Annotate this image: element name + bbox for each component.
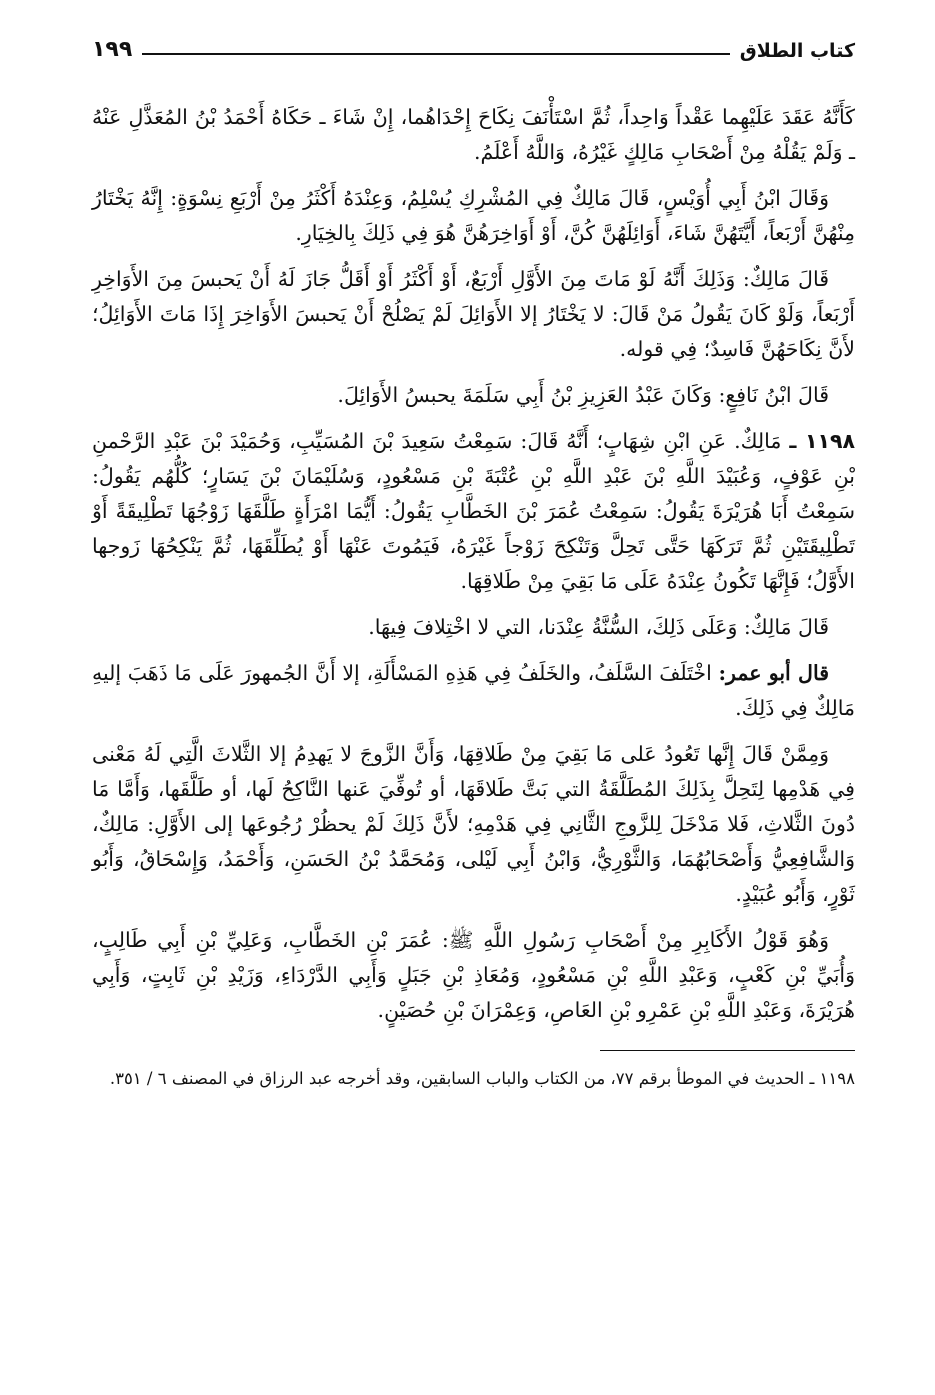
hadith-number: ١١٩٨ ـ — [789, 429, 855, 453]
running-header — [92, 28, 855, 62]
commentator-label: قال أبو عمر: — [718, 661, 829, 685]
paragraph-7 — [92, 656, 855, 726]
commentary-text: اخْتَلَفَ السَّلَفُ، والخَلَفُ فِي هَذِهِ المَسْأَلَةِ، إلا أَنَّ الجُمهورَ عَلَى مَا ذَهَبَ إليهِ مَالِكٌ فِي ذَلِكَ. — [92, 661, 855, 720]
main-text — [92, 100, 855, 1028]
chapter-title: كتاب الطلاق — [739, 40, 855, 62]
footnote-rule — [600, 1050, 855, 1051]
page-number: ١٩٩ — [92, 37, 133, 62]
paragraph-2: وَقَالَ ابْنُ أَبِي أُوَيْسٍ، قَالَ مَالِكٌ فِي المُشْرِكِ يُسْلِمُ، وَعِنْدَهُ أَكْثَرُ مِنْ أَرْبَعِ نِسْوَةٍ: إِنَّهُ يَخْتَارُ مِنْهُنَّ أَرْبَعاً، أَيَّتَهُنَّ شَاءَ، أَوَائِلَهُنَّ كُنَّ، أَوْ أَوَاخِرَهُنَّ هُوَ فِي ذَلِكَ بِالخِيَارِ. — [92, 186, 855, 245]
hadith-text: مَالِكٌ. عَنِ ابْنِ شِهَابٍ؛ أَنَّهُ قَالَ: سَمِعْتُ سَعِيدَ بْنَ المُسَيِّبِ، وَحُمَيْدَ بْنَ عَبْدِ الرَّحْمنِ بْنِ عَوْفٍ، وَعُبَيْدَ اللَّهِ بْنَ عَبْدِ اللَّهِ بْنِ عُتْبَةَ بْنِ مَسْعُودٍ، وَسُلَيْمَانَ بْنَ يَسَارٍ؛ كُلُّهُم يَقُولُ: سَمِعْتُ أَبَا هُرَيْرَةَ يَقُولُ: سَمِعْتُ عُمَرَ بْنَ الخَطَّابِ يَقُولُ: أَيُّمَا امْرَأَةٍ طَلَّقَهَا زَوْجُهَا تَطْلِيقَةً أَوْ تَطْلِيقَتَيْنِ ثُمَّ تَرَكَهَا حَتَّى تَحِلَّ وَتَنْكِحَ زَوْجاً غَيْرَهُ، فَيَمُوتَ عَنْهَا أَوْ يُطَلِّقَهَا، ثُمَّ يَنْكِحُهَا زَوجها الأَوَّلُ؛ فَإِنَّهَا تَكُونُ عِنْدَهُ عَلَى مَا بَقِيَ مِنْ طَلاقِهَا. — [92, 429, 855, 593]
footnote: ١١٩٨ ـ الحديث في الموطأ برقم ٧٧، من الكتاب والباب السابقين، وقد أخرجه عبد الرزاق في المصنف ٦ / ٣٥١. — [109, 1069, 855, 1088]
hadith-1198 — [92, 424, 855, 599]
paragraph-6: قَالَ مَالِكٌ: وَعَلَى ذَلِكَ، السُّنَّةُ عِنْدَنا، التي لا اخْتِلافَ فِيهَا. — [368, 615, 829, 639]
header-rule — [142, 53, 729, 55]
paragraph-3: قَالَ مَالِكٌ: وَذَلِكَ أَنَّهُ لَوْ مَاتَ مِنَ الأَوَّلِ أَرْبَعٌ، أَوْ أَكْثَرُ أَوْ أَقَلُّ جَازَ لَهُ أَنْ يَحبسَ مِنَ الأَوَاخِرِ أَرْبَعاً، وَلَوْ كَانَ يَقُولُ مَنْ قَالَ: لا يَخْتَارُ إلا الأَوَائِلَ لَمْ يَصْلُحْ أَنْ يَحبسَ الأَوَاخِرَ إِذَا مَاتَ الأَوَائِلُ؛ لأَنَّ نِكَاحَهُنَّ فَاسِدٌ؛ فِي قوله. — [92, 267, 855, 361]
paragraph-9: وَهُوَ قَوْلُ الأَكَابِرِ مِنْ أَصْحَابِ رَسُولِ اللَّهِ ﷺ: عُمَرَ بْنِ الخَطَّابِ، وَعَلِيِّ بْنِ أَبِي طَالِبٍ، وَأُبَيِّ بْنِ كَعْبٍ، وَعَبْدِ اللَّهِ بْنِ مَسْعُودٍ، وَمُعَاذِ بْنِ جَبَلٍ وَأَبِي الدَّرْدَاءِ، وَزَيْدِ بْنِ ثَابِتٍ، وَأَبِي هُرَيْرَةَ، وَعَبْدِ اللَّهِ بْنِ عَمْرِو بْنِ العَاصِ، وَعِمْرَانَ بْنِ حُصَيْنٍ. — [92, 928, 855, 1022]
paragraph-4: قَالَ ابْنُ نَافِعٍ: وَكَانَ عَبْدُ العَزِيزِ بْنُ أَبِي سَلَمَةَ يحبسُ الأَوَائِلَ. — [337, 383, 829, 407]
paragraph-8: وَمِمَّنْ قَالَ إِنَّها تَعُودُ عَلى مَا بَقِيَ مِنْ طَلاقِهَا، وَأَنَّ الزَّوجَ لا يَهدِمُ إلا الثَّلاثَ الَّتِي لَهُ مَعْنى فِي هَدْمِها لِتَحِلَّ بِذَلِكَ المُطَلَّقَةُ التي بَتَّ طَلاقَهَا، أو تُوفِّيَ عَنها النَّاكِحُ لَها، أو طَلَّقَها، وَأَمَّا مَا دُونَ الثَّلاثِ، فَلا مَدْخَلَ لِلزَّوجِ الثَّانِي فِي هَدْمِهِ؛ لأَنَّ ذَلِكَ لَمْ يحظُرْ رُجُوعَها إلى الأَوَّلِ: مَالِكٌ، وَالشَّافِعِيُّ وَأَصْحَابُهُمَا، وَالثَّوْرِيُّ، وَابْنُ أَبِي لَيْلى، وَمُحَمَّدُ بْنُ الحَسَنِ، وَأَحْمَدُ، وَإِسْحَاقُ، وَأَبُو ثَوْرٍ، وَأَبُو عُبَيْدٍ. — [92, 742, 855, 906]
paragraph-1: كَأَنَّهُ عَقَدَ عَلَيْهِما عَقْداً وَاحِداً، ثُمَّ اسْتَأْنَفَ نِكَاحَ إِحْدَاهُما، إِنْ شَاءَ ـ حَكَاهُ أَحْمَدُ بْنُ المُعَذَّلِ عَنْهُ ـ وَلَمْ يَقُلْهُ مِنْ أَصْحَابِ مَالِكٍ غَيْرُهُ، وَاللَّهُ أَعْلَمُ. — [92, 105, 855, 164]
